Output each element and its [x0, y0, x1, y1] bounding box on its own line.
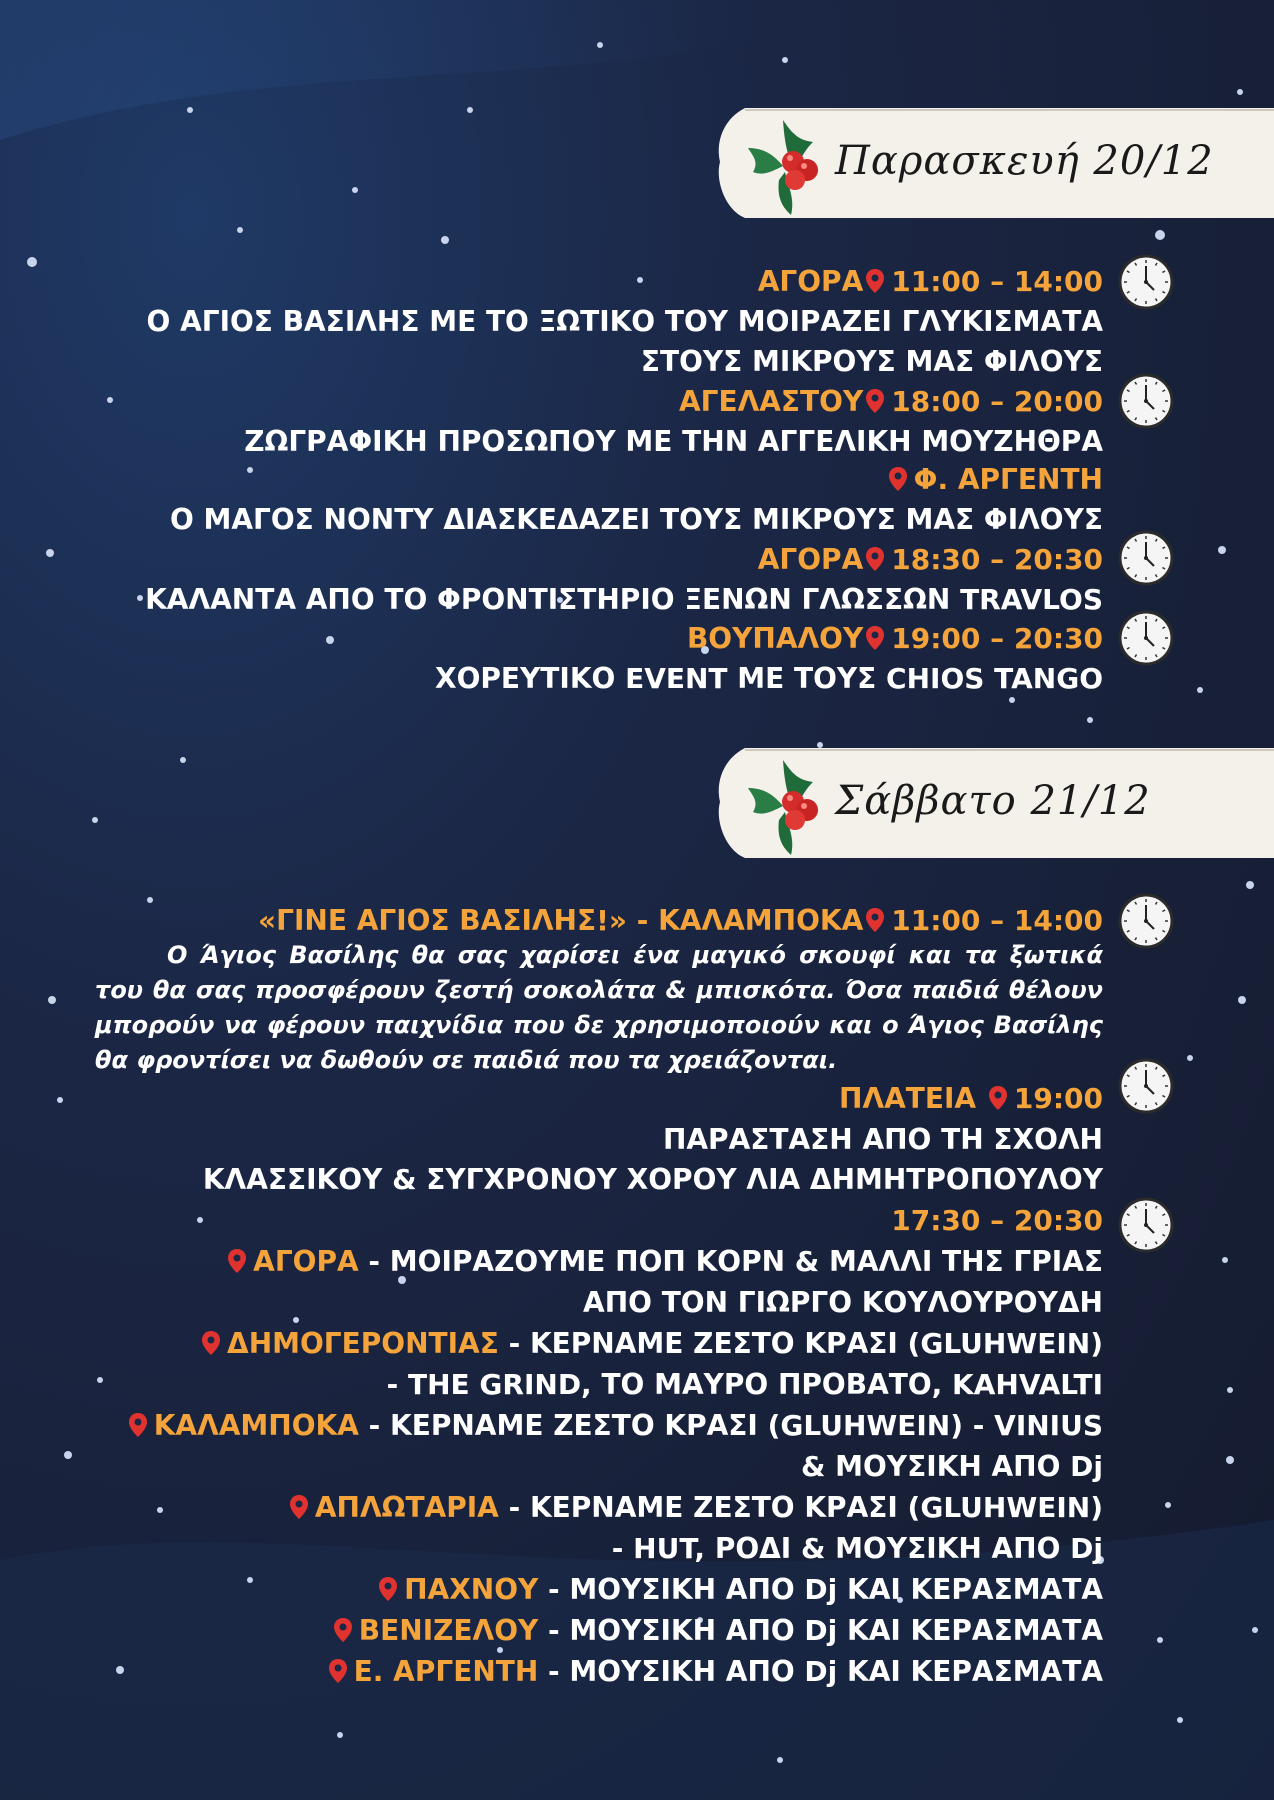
day-banner-friday — [715, 100, 1274, 225]
spot-continuation: & ΜΟΥΣΙΚΗ ΑΠΟ Dj — [800, 1450, 1103, 1483]
location-pin-icon — [201, 1330, 221, 1356]
location-pin-icon — [865, 625, 885, 651]
spot-row — [287, 1490, 1103, 1526]
location-pin-icon — [227, 1248, 247, 1274]
location-pin-icon — [333, 1617, 353, 1643]
spot-text: - ΚΕΡΝΑΜΕ ΖΕΣΤΟ ΚΡΑΣΙ (GLUHWEIN) - VINIUS — [358, 1409, 1103, 1442]
location-pin-icon — [128, 1412, 148, 1438]
banner-title: Παρασκευή 20/12 — [835, 138, 1214, 184]
event-time-header: 17:30 – 20:30 — [891, 1204, 1103, 1237]
event-time: 11:00 – 14:00 — [891, 904, 1103, 937]
spot-text: - ΜΟΥΣΙΚΗ ΑΠΟ Dj ΚΑΙ ΚΕΡΑΣΜΑΤΑ — [538, 1573, 1103, 1606]
event-line: ΠΑΡΑΣΤΑΣΗ ΑΠΟ ΤΗ ΣΧΟΛΗ — [662, 1123, 1103, 1156]
holly-icon — [743, 110, 833, 220]
spot-place: ΠΑΧΝΟΥ — [404, 1573, 539, 1606]
event-time: 11:00 – 14:00 — [891, 265, 1103, 298]
event-place: ΑΓΕΛΑΣΤΟΥ — [678, 385, 864, 418]
event-place: «ΓΙΝΕ ΑΓΙΟΣ ΒΑΣΙΛΗΣ!» - ΚΑΛΑΜΠΟΚΑ — [258, 904, 864, 937]
event-line: ΚΛΑΣΣΙΚΟΥ & ΣΥΓΧΡΟΝΟΥ ΧΟΡΟΥ ΛΙΑ ΔΗΜΗΤΡΟΠΟΥΛΟΥ — [202, 1163, 1103, 1196]
location-pin-icon — [888, 466, 908, 492]
spot-place: ΔΗΜΟΓΕΡΟΝΤΙΑΣ — [227, 1327, 499, 1360]
event-line: ΖΩΓΡΑΦΙΚΗ ΠΡΟΣΩΠΟΥ ΜΕ ΤΗΝ ΑΓΓΕΛΙΚΗ ΜΟΥΖΗΘΡΑ — [244, 425, 1103, 458]
event-time: 18:00 – 20:00 — [891, 385, 1103, 418]
banner-title: Σάββατο 21/12 — [835, 778, 1151, 824]
clock-icon — [1118, 254, 1174, 310]
location-pin-icon — [865, 546, 885, 572]
spot-row — [126, 1408, 1103, 1444]
spot-place: Ε. ΑΡΓΕΝΤΗ — [353, 1655, 539, 1688]
event-place: ΑΓΟΡΑ — [757, 543, 864, 576]
event-header — [758, 542, 1103, 578]
location-pin-icon — [988, 1085, 1008, 1111]
location-pin-icon — [328, 1658, 348, 1684]
event-time: 18:30 – 20:30 — [891, 543, 1103, 576]
location-pin-icon — [865, 388, 885, 414]
spot-row — [225, 1244, 1103, 1280]
spot-text: - ΜΟΥΣΙΚΗ ΑΠΟ Dj ΚΑΙ ΚΕΡΑΣΜΑΤΑ — [538, 1614, 1103, 1647]
clock-icon — [1118, 610, 1174, 666]
spot-continuation: - THE GRIND, ΤΟ ΜΑΥΡΟ ΠΡΟΒΑΤΟ, KAHVALTI — [386, 1368, 1103, 1401]
spot-row — [199, 1326, 1103, 1362]
spot-row — [331, 1613, 1103, 1649]
event-header — [679, 384, 1103, 420]
clock-icon — [1118, 530, 1174, 586]
event-description: Ο Άγιος Βασίλης θα σας χαρίσει ένα μαγικό σκουφί και τα ξωτικά του θα σας προσφέρουν ζεστή σοκολάτα & μπισκότα. Όσα παιδιά θέλουν μπορούν να φέρουν παιχνίδια που δε χρησιμοποιούν και ο Άγιος Βασίλης θα φροντίσει να δωθούν σε παιδιά που τα χρειάζονται. — [95, 941, 1103, 1074]
event-header — [758, 264, 1103, 300]
spot-row — [376, 1572, 1103, 1608]
spot-text: - ΜΟΙΡΑΖΟΥΜΕ ΠΟΠ ΚΟΡΝ & ΜΑΛΛΙ ΤΗΣ ΓΡΙΑΣ — [358, 1245, 1103, 1278]
spot-continuation: ΑΠΟ ΤΟΝ ΓΙΩΡΓΟ ΚΟΥΛΟΥΡΟΥΔΗ — [583, 1286, 1103, 1319]
spot-place: ΑΠΛΩΤΑΡΙΑ — [314, 1491, 499, 1524]
location-pin-icon — [378, 1576, 398, 1602]
event-time: 19:00 – 20:30 — [891, 622, 1103, 655]
event-place: ΑΓΟΡΑ — [757, 265, 864, 298]
event-line: Ο ΜΑΓΟΣ ΝΟΝΤΥ ΔΙΑΣΚΕΔΑΖΕΙ ΤΟΥΣ ΜΙΚΡΟΥΣ ΜΑΣ ΦΙΛΟΥΣ — [169, 503, 1103, 536]
spot-text: - ΜΟΥΣΙΚΗ ΑΠΟ Dj ΚΑΙ ΚΕΡΑΣΜΑΤΑ — [538, 1655, 1103, 1688]
event-time: 19:00 — [1013, 1082, 1103, 1115]
event-header — [258, 903, 1103, 939]
event-header — [687, 621, 1103, 657]
event-line: ΚΑΛΑΝΤΑ ΑΠΟ ΤΟ ΦΡΟΝΤΙΣΤΗΡΙΟ ΞΕΝΩΝ ΓΛΩΣΣΩΝ TRAVLOS — [145, 583, 1103, 616]
event-place: ΒΟΥΠΑΛΟΥ — [686, 622, 864, 655]
location-pin-icon — [865, 907, 885, 933]
event-place: ΠΛΑΤΕΙΑ — [839, 1082, 977, 1115]
spot-text: - ΚΕΡΝΑΜΕ ΖΕΣΤΟ ΚΡΑΣΙ (GLUHWEIN) — [498, 1327, 1103, 1360]
location-pin-icon — [865, 268, 885, 294]
event-line: ΧΟΡΕΥΤΙΚΟ EVENT ΜΕ ΤΟΥΣ CHIOS TANGO — [434, 662, 1103, 695]
clock-icon — [1118, 893, 1174, 949]
holly-icon — [743, 750, 833, 860]
day-banner-saturday — [715, 740, 1274, 865]
event-line: ΣΤΟΥΣ ΜΙΚΡΟΥΣ ΜΑΣ ΦΙΛΟΥΣ — [640, 345, 1103, 378]
clock-icon — [1118, 373, 1174, 429]
spot-text: - ΚΕΡΝΑΜΕ ΖΕΣΤΟ ΚΡΑΣΙ (GLUHWEIN) — [498, 1491, 1103, 1524]
spot-place: ΑΓΟΡΑ — [253, 1245, 359, 1278]
spot-place: ΒΕΝΙΖΕΛΟΥ — [358, 1614, 539, 1647]
event-place: Φ. ΑΡΓΕΝΤΗ — [913, 463, 1103, 496]
clock-icon — [1118, 1197, 1174, 1253]
spot-continuation: - HUT, ΡΟΔΙ & ΜΟΥΣΙΚΗ ΑΠΟ Dj — [611, 1532, 1103, 1565]
spot-place: ΚΑΛΑΜΠΟΚΑ — [153, 1409, 359, 1442]
event-header — [886, 462, 1103, 498]
event-header — [839, 1081, 1103, 1117]
clock-icon — [1118, 1058, 1174, 1114]
location-pin-icon — [289, 1494, 309, 1520]
event-line: Ο ΑΓΙΟΣ ΒΑΣΙΛΗΣ ΜΕ ΤΟ ΞΩΤΙΚΟ ΤΟΥ ΜΟΙΡΑΖΕΙ ΓΛΥΚΙΣΜΑΤΑ — [146, 305, 1103, 338]
spot-row — [326, 1654, 1103, 1690]
